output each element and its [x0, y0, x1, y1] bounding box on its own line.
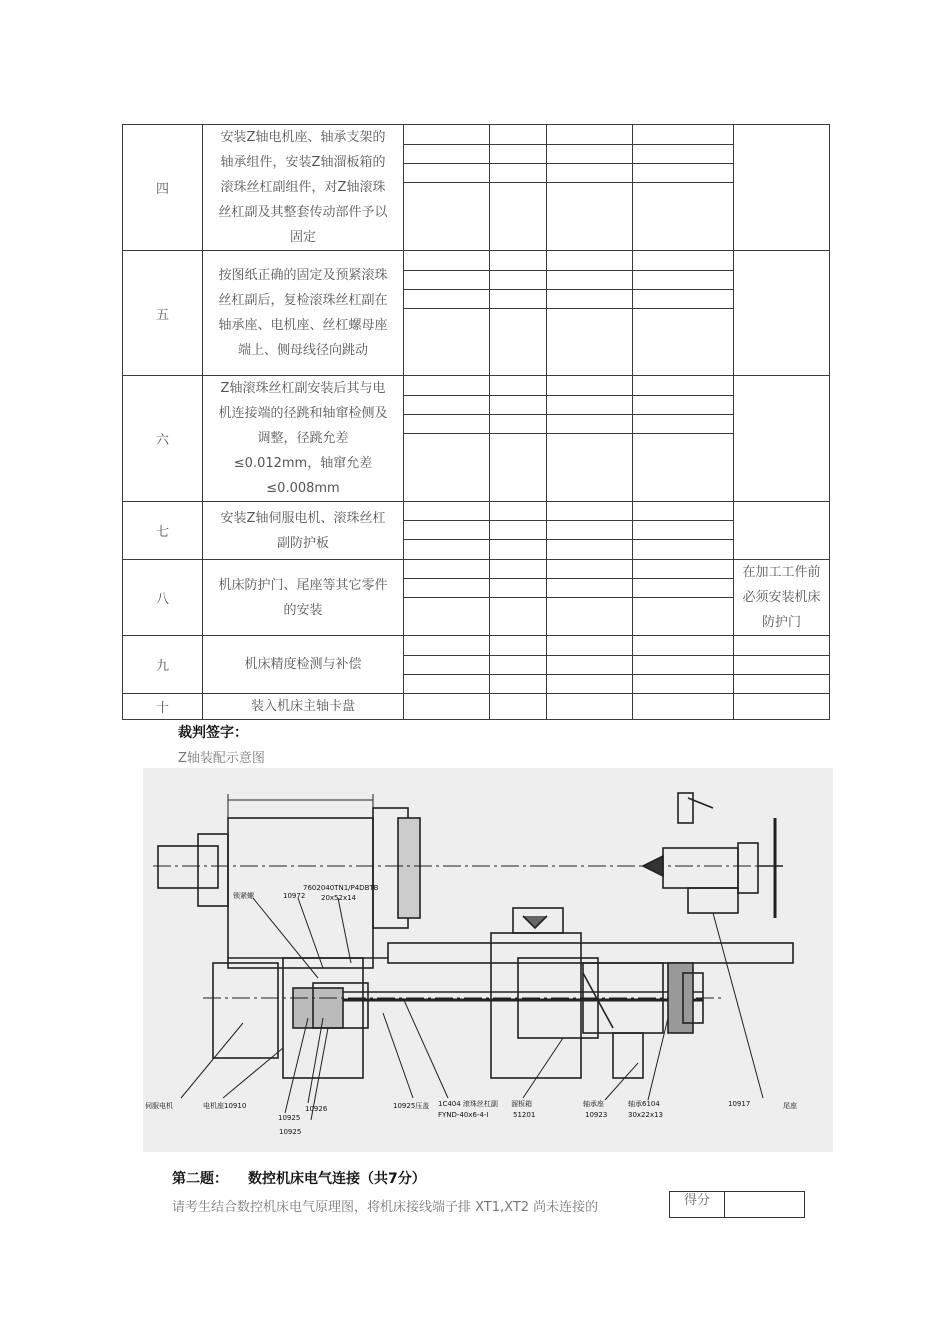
step-note — [734, 502, 830, 560]
table-cell — [490, 675, 547, 694]
table-cell — [547, 636, 633, 656]
table-cell — [490, 579, 547, 598]
table-cell — [490, 502, 547, 521]
label-servo-motor: 伺服电机 — [145, 1102, 173, 1110]
table-cell — [633, 396, 734, 415]
table-cell — [633, 540, 734, 560]
table-cell — [633, 636, 734, 656]
table-cell — [547, 694, 633, 720]
table-cell — [490, 309, 547, 376]
step-description: 安装Z轴伺服电机、滚珠丝杠副防护板 — [203, 502, 404, 560]
table-cell — [734, 675, 830, 694]
score-value-field[interactable] — [725, 1192, 804, 1217]
label-ballscrew: 1C404 滚珠丝杠副 — [438, 1100, 498, 1108]
table-cell — [633, 125, 734, 145]
table-cell — [490, 125, 547, 145]
table-cell — [490, 145, 547, 164]
table-cell — [547, 560, 633, 579]
table-cell — [633, 598, 734, 636]
step-description: 装入机床主轴卡盘 — [203, 694, 404, 720]
label-ballscrew-spec: FYND-40x6-4-I — [438, 1111, 489, 1119]
table-cell — [490, 396, 547, 415]
step-note — [734, 376, 830, 502]
table-cell — [547, 309, 633, 376]
referee-signature: 裁判签字： — [178, 725, 248, 741]
step-number: 四 — [123, 125, 203, 251]
step-description: Z轴滚珠丝杠副安装后其与电机连接端的径跳和轴窜检侧及调整，径跳允差≤0.012mm，轴窜允差≤0.008mm — [203, 376, 404, 502]
table-cell — [404, 560, 490, 579]
label-spec-top: 7602040TN1/P4DBTB — [303, 884, 379, 892]
table-cell — [633, 309, 734, 376]
score-label: 得分 — [670, 1192, 725, 1217]
label-bearing-seat-no: 10923 — [585, 1111, 608, 1119]
table-cell — [490, 521, 547, 540]
table-cell — [633, 164, 734, 183]
step-number: 九 — [123, 636, 203, 694]
step-description: 机床精度检测与补偿 — [203, 636, 404, 694]
table-cell — [404, 396, 490, 415]
steps-table — [122, 124, 830, 720]
table-cell — [404, 164, 490, 183]
step-description: 安装Z轴电机座、轴承支架的轴承组件，安装Z轴溜板箱的滚珠丝杠副组件，对Z轴滚珠丝杠副及其整套传动部件予以固定 — [203, 125, 404, 251]
label-carriage: 溜板箱 — [511, 1100, 532, 1108]
table-cell — [404, 183, 490, 251]
table-cell — [547, 164, 633, 183]
label-bracket-spec: 30x22x13 — [628, 1111, 664, 1119]
table-cell — [404, 376, 490, 396]
step-note — [734, 251, 830, 376]
table-cell — [633, 656, 734, 675]
step-note: 在加工工件前必须安装机床防护门 — [734, 560, 830, 636]
question-body: 请考生结合数控机床电气原理图，将机床接线端子排 XT1,XT2 尚未连接的 — [172, 1200, 599, 1215]
table-cell — [490, 164, 547, 183]
label-spec-top2: 20x52x14 — [321, 894, 357, 902]
table-cell — [547, 271, 633, 290]
label-bracket: 轴承6104 — [628, 1100, 660, 1108]
table-cell — [633, 415, 734, 434]
step-number: 七 — [123, 502, 203, 560]
table-cell — [404, 251, 490, 271]
table-cell — [490, 540, 547, 560]
table-cell — [404, 579, 490, 598]
step-description: 按图纸正确的固定及预紧滚珠丝杠副后，复检滚珠丝杠副在轴承座、电机座、丝杠螺母座端上、侧母线径向跳动 — [203, 251, 404, 376]
table-cell — [490, 560, 547, 579]
table-cell — [404, 656, 490, 675]
step-note — [734, 125, 830, 251]
table-cell — [547, 579, 633, 598]
table-cell — [490, 271, 547, 290]
table-cell — [490, 376, 547, 396]
label-bearing-seat: 轴承座 — [583, 1100, 604, 1108]
step-number: 十 — [123, 694, 203, 720]
table-cell — [633, 579, 734, 598]
label-part-10917: 10917 — [728, 1100, 751, 1108]
table-cell — [404, 694, 490, 720]
table-cell — [547, 145, 633, 164]
table-cell — [633, 675, 734, 694]
figure-caption: Z轴装配示意图 — [178, 751, 265, 766]
table-cell — [404, 540, 490, 560]
table-cell — [490, 694, 547, 720]
table-cell — [547, 251, 633, 271]
table-cell — [633, 145, 734, 164]
label-part-10972: 10972 — [283, 892, 306, 900]
label-bearing-a: 10925 — [278, 1114, 301, 1122]
table-cell — [633, 694, 734, 720]
score-box — [669, 1191, 805, 1218]
label-bearing-b: 10926 — [305, 1105, 328, 1113]
table-cell — [490, 636, 547, 656]
table-cell — [404, 521, 490, 540]
table-cell — [547, 415, 633, 434]
table-cell — [490, 183, 547, 251]
table-cell — [404, 636, 490, 656]
step-number: 五 — [123, 251, 203, 376]
z-axis-assembly-drawing — [143, 768, 833, 1152]
table-cell — [404, 290, 490, 309]
table-cell — [404, 125, 490, 145]
label-carriage-no: 51201 — [513, 1111, 536, 1119]
table-cell — [633, 502, 734, 521]
table-cell — [404, 309, 490, 376]
step-note — [734, 636, 830, 656]
table-cell — [490, 434, 547, 502]
table-cell — [404, 415, 490, 434]
table-cell — [633, 434, 734, 502]
table-cell — [734, 656, 830, 675]
table-cell — [633, 560, 734, 579]
step-number: 八 — [123, 560, 203, 636]
label-motor-seat: 电机座10910 — [203, 1102, 247, 1110]
table-cell — [404, 434, 490, 502]
table-cell — [404, 502, 490, 521]
table-cell — [404, 598, 490, 636]
table-cell — [490, 290, 547, 309]
table-cell — [490, 598, 547, 636]
label-tailstock: 尾座 — [783, 1102, 797, 1110]
step-description: 机床防护门、尾座等其它零件的安装 — [203, 560, 404, 636]
table-cell — [547, 656, 633, 675]
table-cell — [547, 183, 633, 251]
table-cell — [633, 290, 734, 309]
table-cell — [547, 502, 633, 521]
table-cell — [490, 656, 547, 675]
label-locknut: 锁紧螺 — [233, 892, 254, 900]
question-title — [172, 1168, 426, 1188]
table-cell — [547, 521, 633, 540]
table-cell — [404, 675, 490, 694]
question-number: 第二题： — [172, 1171, 228, 1187]
table-cell — [404, 145, 490, 164]
table-cell — [547, 540, 633, 560]
table-cell — [547, 290, 633, 309]
question-topic: 数控机床电气连接（共7分） — [248, 1171, 426, 1187]
step-number: 六 — [123, 376, 203, 502]
table-cell — [633, 271, 734, 290]
table-cell — [633, 521, 734, 540]
table-cell — [547, 376, 633, 396]
table-cell — [633, 376, 734, 396]
table-cell — [547, 675, 633, 694]
label-part-10925: 10925压盖 — [393, 1102, 430, 1110]
table-cell — [404, 271, 490, 290]
table-cell — [547, 396, 633, 415]
label-bearing-c: 10925 — [279, 1128, 302, 1136]
table-cell — [633, 251, 734, 271]
table-cell — [490, 251, 547, 271]
table-cell — [633, 183, 734, 251]
step-note — [734, 694, 830, 720]
table-cell — [547, 434, 633, 502]
table-cell — [547, 125, 633, 145]
table-cell — [490, 415, 547, 434]
table-cell — [547, 598, 633, 636]
